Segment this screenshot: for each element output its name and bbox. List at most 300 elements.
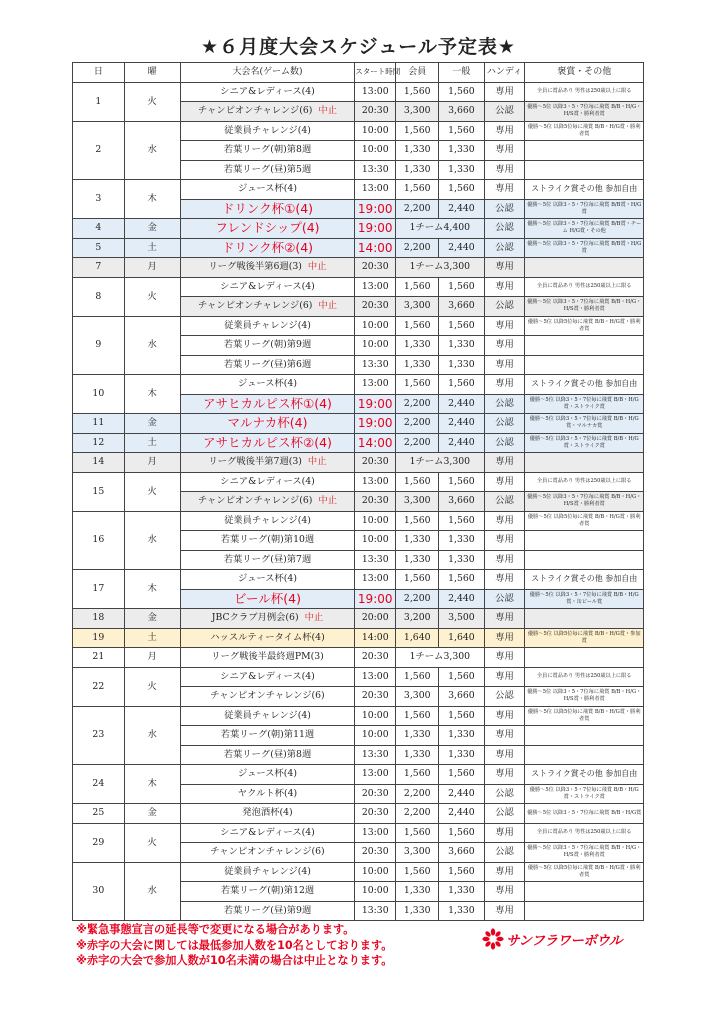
handicap: 専用 — [484, 258, 525, 278]
member-fee: 1,330 — [396, 160, 439, 180]
handicap: 公認 — [484, 687, 525, 707]
prize-memo: 全員に賞品あり 男性は250歳以上に限る — [525, 82, 644, 102]
start-time: 19:00 — [355, 199, 396, 219]
prize-memo — [525, 726, 644, 746]
tournament-name — [180, 706, 355, 726]
prize-memo: ストライク賞その他 参加自由 — [525, 765, 644, 785]
general-fee: 3,660 — [439, 102, 484, 122]
start-time: 20:30 — [355, 492, 396, 512]
weekday-cell: 土 — [124, 628, 180, 648]
start-time: 10:00 — [355, 531, 396, 551]
tournament-name-text: ビール杯(4) — [234, 590, 301, 606]
general-fee: 2,440 — [439, 414, 484, 434]
weekday-cell: 水 — [124, 706, 180, 765]
tournament-name — [180, 297, 355, 317]
tournament-name-text: 若葉リーグ(朝)第10週 — [220, 534, 315, 546]
start-time: 20:30 — [355, 102, 396, 122]
start-time: 19:00 — [355, 414, 396, 434]
day-cell: 2 — [73, 121, 125, 180]
table-row — [73, 277, 644, 297]
start-time: 20:30 — [355, 843, 396, 863]
weekday-cell: 水 — [124, 862, 180, 921]
weekday-cell: 月 — [124, 258, 180, 278]
tournament-name — [180, 765, 355, 785]
handicap: 公認 — [484, 199, 525, 219]
tournament-name-text: 従業員チャレンジ(4) — [224, 514, 311, 526]
general-fee: 2,440 — [439, 589, 484, 609]
general-fee: 1,560 — [439, 316, 484, 336]
tournament-name — [180, 531, 355, 551]
table-row — [73, 823, 644, 843]
day-cell: 12 — [73, 433, 125, 453]
weekday-cell: 月 — [124, 453, 180, 473]
handicap: 専用 — [484, 823, 525, 843]
member-fee: 1,330 — [396, 882, 439, 902]
table-row — [73, 667, 644, 687]
tournament-name-text: ドリンク杯①(4) — [221, 200, 314, 216]
tournament-name — [180, 238, 355, 258]
prize-memo: 優勝～5位 以降5位毎に飛賞 B/B・H/G賞・勝利者賞 — [525, 316, 644, 336]
prize-memo: 全員に賞品あり 男性は250歳以上に限る — [525, 667, 644, 687]
tournament-name-text: チャンピオンチャレンジ(6) — [197, 300, 313, 312]
weekday-cell: 金 — [124, 804, 180, 824]
general-fee: 1,560 — [439, 82, 484, 102]
tournament-name-text: アサヒカルピス杯①(4) — [203, 395, 332, 411]
start-time: 20:30 — [355, 453, 396, 473]
general-fee: 1,330 — [439, 745, 484, 765]
start-time: 13:00 — [355, 823, 396, 843]
prize-memo: 優勝～5位 以降3・5・7位毎に飛賞 B/B・H/G・H/S賞・勝利者賞 — [525, 687, 644, 707]
handicap: 専用 — [484, 882, 525, 902]
table-row — [73, 375, 644, 395]
tournament-name-text: 若葉リーグ(朝)第8週 — [223, 144, 312, 156]
prize-memo: 優勝～5位 以降3・5・7位毎に飛賞 B/B・H/G・H/S賞・勝利者賞 — [525, 102, 644, 122]
tournament-name — [180, 277, 355, 297]
general-fee: 1,560 — [439, 823, 484, 843]
header-member-fee: 会員 — [396, 63, 439, 83]
general-fee: 3,660 — [439, 297, 484, 317]
prize-memo: 全員に賞品あり 男性は250歳以上に限る — [525, 823, 644, 843]
general-fee: 3,660 — [439, 843, 484, 863]
tournament-name — [180, 687, 355, 707]
handicap: 専用 — [484, 453, 525, 473]
prize-memo — [525, 609, 644, 629]
tournament-name — [180, 843, 355, 863]
handicap: 専用 — [484, 706, 525, 726]
tournament-name-text: マルナカ杯(4) — [227, 415, 308, 431]
start-time: 13:30 — [355, 160, 396, 180]
member-fee: 1,330 — [396, 745, 439, 765]
day-cell: 7 — [73, 258, 125, 278]
flower-icon — [482, 928, 504, 950]
tournament-name-text: チャンピオンチャレンジ(6) — [197, 495, 313, 507]
day-cell: 11 — [73, 414, 125, 434]
handicap: 公認 — [484, 238, 525, 258]
tournament-name-text: 若葉リーグ(昼)第9週 — [223, 904, 312, 916]
table-row — [73, 82, 644, 102]
start-time: 10:00 — [355, 882, 396, 902]
handicap: 公認 — [484, 394, 525, 414]
tournament-name — [180, 160, 355, 180]
weekday-cell: 金 — [124, 414, 180, 434]
general-fee: 1,560 — [439, 472, 484, 492]
prize-memo — [525, 141, 644, 161]
table-row — [73, 765, 644, 785]
handicap: 公認 — [484, 433, 525, 453]
start-time: 13:00 — [355, 180, 396, 200]
prize-memo: 優勝～5位 以降3・5・7位毎に飛賞 B/B・H/G賞・缶ビール賞 — [525, 589, 644, 609]
start-time: 20:30 — [355, 687, 396, 707]
tournament-name — [180, 414, 355, 434]
tournament-name — [180, 745, 355, 765]
tournament-name-text: 若葉リーグ(朝)第9週 — [223, 339, 312, 351]
header-prizes: 褒賞・その他 — [525, 63, 644, 83]
weekday-cell: 火 — [124, 277, 180, 316]
notes — [76, 922, 496, 969]
prize-memo — [525, 550, 644, 570]
member-fee: 3,300 — [396, 492, 439, 512]
tournament-name-text: リーグ戦後半最終週PM(3) — [211, 651, 324, 663]
day-cell: 22 — [73, 667, 125, 706]
prize-memo: ストライク賞その他 参加自由 — [525, 180, 644, 200]
tournament-name — [180, 784, 355, 804]
general-fee: 1,330 — [439, 355, 484, 375]
prize-memo: 優勝～5位 以降5位毎に飛賞 B/B・H/G賞・勝利者賞 — [525, 121, 644, 141]
general-fee: 3,660 — [439, 492, 484, 512]
general-fee: 2,440 — [439, 394, 484, 414]
day-cell: 14 — [73, 453, 125, 473]
start-time: 13:00 — [355, 82, 396, 102]
member-fee: 1,330 — [396, 336, 439, 356]
handicap: 公認 — [484, 784, 525, 804]
weekday-cell: 土 — [124, 433, 180, 453]
tournament-name-text: シニア&レディース(4) — [220, 475, 315, 487]
cancelled-label: 中止 — [318, 105, 337, 117]
table-row — [73, 648, 644, 668]
general-fee: 1,560 — [439, 570, 484, 590]
tournament-name — [180, 433, 355, 453]
handicap: 公認 — [484, 102, 525, 122]
prize-memo: 優勝～5位 以降5位毎に飛賞 B/B・H/G賞・勝利者賞 — [525, 862, 644, 882]
handicap: 専用 — [484, 355, 525, 375]
tournament-name-text: フレンドシップ(4) — [215, 220, 320, 236]
tournament-name-text: リーグ戦後半第6週(3) — [208, 261, 302, 273]
prize-memo: 優勝～5位 以降3・5・7位毎に飛賞 B/B・H/G・H/S賞・勝利者賞 — [525, 843, 644, 863]
weekday-cell: 木 — [124, 180, 180, 219]
member-fee: 1,560 — [396, 472, 439, 492]
handicap: 専用 — [484, 472, 525, 492]
tournament-name — [180, 199, 355, 219]
prize-memo: 優勝～5位 以降3・5・7位毎に飛賞 B/B・H/G賞・ストライク賞 — [525, 433, 644, 453]
handicap: 専用 — [484, 511, 525, 531]
tournament-name — [180, 589, 355, 609]
member-fee: 1,330 — [396, 726, 439, 746]
prize-memo — [525, 336, 644, 356]
tournament-name-text: ジュース杯(4) — [237, 378, 297, 390]
weekday-cell: 木 — [124, 765, 180, 804]
general-fee: 1,330 — [439, 882, 484, 902]
prize-memo: 優勝～5位 以降3・5・7位毎に飛賞 B/B・H/G賞・ストライク賞 — [525, 784, 644, 804]
tournament-name — [180, 258, 355, 278]
general-fee: 1,330 — [439, 550, 484, 570]
brand-logo — [482, 928, 632, 950]
start-time: 13:00 — [355, 765, 396, 785]
day-cell: 16 — [73, 511, 125, 570]
handicap: 専用 — [484, 765, 525, 785]
handicap: 専用 — [484, 160, 525, 180]
note-line: ※緊急事態宣言の延長等で変更になる場合があります。 — [76, 923, 355, 936]
general-fee: 1,330 — [439, 160, 484, 180]
handicap: 専用 — [484, 141, 525, 161]
prize-memo — [525, 745, 644, 765]
prize-memo: 優勝～5位 以降3・5・7位毎に飛賞 B/B・H/G・H/S賞・勝利者賞 — [525, 297, 644, 317]
prize-memo: 優勝～5位 以降3・5・7位毎に飛賞 B/B賞・H/G賞 — [525, 238, 644, 258]
start-time: 20:30 — [355, 784, 396, 804]
general-fee: 1,330 — [439, 336, 484, 356]
tournament-name-text: 若葉リーグ(昼)第7週 — [223, 553, 312, 565]
tournament-name — [180, 667, 355, 687]
cancelled-label: 中止 — [304, 612, 324, 624]
prize-memo: 優勝～5位 以降5位毎に飛賞 B/B・H/G賞・参加賞 — [525, 628, 644, 648]
tournament-name — [180, 648, 355, 668]
start-time: 13:00 — [355, 570, 396, 590]
prize-memo: 優勝～5位 以降5位毎に飛賞 B/B・H/G賞・勝利者賞 — [525, 706, 644, 726]
tournament-name-text: ジュース杯(4) — [237, 573, 297, 585]
day-cell: 19 — [73, 628, 125, 648]
handicap: 公認 — [484, 297, 525, 317]
member-fee: 2,200 — [396, 433, 439, 453]
table-row — [73, 433, 644, 453]
tournament-name — [180, 336, 355, 356]
weekday-cell: 火 — [124, 82, 180, 121]
member-fee: 2,200 — [396, 238, 439, 258]
cancelled-label: 中止 — [318, 495, 337, 507]
handicap: 専用 — [484, 550, 525, 570]
tournament-name-text: シニア&レディース(4) — [220, 670, 315, 682]
general-fee: 1,330 — [439, 901, 484, 921]
weekday-cell: 木 — [124, 375, 180, 414]
member-fee: 3,300 — [396, 102, 439, 122]
prize-memo: 優勝～5位 以降3・5・7位毎に飛賞 B/B・H/G賞 — [525, 804, 644, 824]
day-cell: 21 — [73, 648, 125, 668]
start-time: 10:00 — [355, 511, 396, 531]
start-time: 13:00 — [355, 472, 396, 492]
member-fee: 2,200 — [396, 804, 439, 824]
prize-memo: 優勝～5位 以降3・5・7位毎に飛賞 B/B・H/G・H/S賞・勝利者賞 — [525, 492, 644, 512]
day-cell: 1 — [73, 82, 125, 121]
tournament-name-text: シニア&レディース(4) — [220, 280, 315, 292]
general-fee: 1,560 — [439, 121, 484, 141]
start-time: 10:00 — [355, 121, 396, 141]
tournament-name-text: 若葉リーグ(朝)第11週 — [220, 729, 315, 741]
tournament-name — [180, 82, 355, 102]
day-cell: 30 — [73, 862, 125, 921]
handicap: 専用 — [484, 609, 525, 629]
start-time: 13:30 — [355, 745, 396, 765]
member-fee: 2,200 — [396, 589, 439, 609]
general-fee: 1,560 — [439, 375, 484, 395]
start-time: 10:00 — [355, 336, 396, 356]
member-fee: 1,560 — [396, 570, 439, 590]
weekday-cell: 金 — [124, 609, 180, 629]
prize-memo — [525, 453, 644, 473]
start-time: 13:00 — [355, 375, 396, 395]
team-fee: 1チーム3,300 — [396, 453, 484, 473]
start-time: 13:30 — [355, 550, 396, 570]
day-cell: 24 — [73, 765, 125, 804]
prize-memo: 全員に賞品あり 男性は250歳以上に限る — [525, 472, 644, 492]
day-cell: 10 — [73, 375, 125, 414]
member-fee: 1,330 — [396, 550, 439, 570]
table-row — [73, 453, 644, 473]
tournament-name-text: 従業員チャレンジ(4) — [224, 709, 311, 721]
tournament-name — [180, 102, 355, 122]
member-fee: 1,560 — [396, 765, 439, 785]
member-fee: 1,330 — [396, 901, 439, 921]
general-fee: 2,440 — [439, 784, 484, 804]
tournament-name — [180, 882, 355, 902]
handicap: 専用 — [484, 82, 525, 102]
tournament-name-text: リーグ戦後半第7週(3) — [208, 456, 302, 468]
general-fee: 1,330 — [439, 726, 484, 746]
member-fee: 2,200 — [396, 414, 439, 434]
tournament-name — [180, 609, 355, 629]
general-fee: 1,560 — [439, 862, 484, 882]
header-start-time: スタート時間 — [355, 63, 396, 83]
tournament-name-text: チャンピオンチャレンジ(6) — [210, 690, 325, 702]
table-row — [73, 414, 644, 434]
general-fee: 2,440 — [439, 238, 484, 258]
member-fee: 1,560 — [396, 316, 439, 336]
prize-memo: ストライク賞その他 参加自由 — [525, 375, 644, 395]
general-fee: 2,440 — [439, 433, 484, 453]
general-fee: 1,560 — [439, 277, 484, 297]
general-fee: 1,330 — [439, 531, 484, 551]
general-fee: 1,560 — [439, 180, 484, 200]
general-fee: 1,560 — [439, 765, 484, 785]
handicap: 専用 — [484, 901, 525, 921]
table-row — [73, 121, 644, 141]
start-time: 14:00 — [355, 433, 396, 453]
header-tournament: 大会名(ゲーム数) — [180, 63, 355, 83]
handicap: 専用 — [484, 570, 525, 590]
day-cell: 3 — [73, 180, 125, 219]
general-fee: 2,440 — [439, 804, 484, 824]
start-time: 13:00 — [355, 277, 396, 297]
handicap: 公認 — [484, 589, 525, 609]
tournament-name-text: チャンピオンチャレンジ(6) — [210, 846, 325, 858]
tournament-name-text: シニア&レディース(4) — [220, 826, 315, 838]
member-fee: 2,200 — [396, 394, 439, 414]
prize-memo: 優勝～5位 以降3・5・7位毎に飛賞 B/B・H/G賞・マルナカ賞 — [525, 414, 644, 434]
weekday-cell: 土 — [124, 238, 180, 258]
member-fee: 1,560 — [396, 375, 439, 395]
page-title: ★６月度大会スケジュール予定表★ — [201, 36, 516, 58]
tournament-name — [180, 901, 355, 921]
header-weekday: 曜 — [124, 63, 180, 83]
day-cell: 29 — [73, 823, 125, 862]
member-fee: 3,200 — [396, 609, 439, 629]
header-general-fee: 一般 — [439, 63, 484, 83]
general-fee: 2,440 — [439, 199, 484, 219]
tournament-name — [180, 492, 355, 512]
weekday-cell: 火 — [124, 667, 180, 706]
day-cell: 4 — [73, 219, 125, 239]
tournament-name — [180, 219, 355, 239]
table-header-row — [73, 63, 644, 83]
start-time: 20:30 — [355, 648, 396, 668]
tournament-name-text: 若葉リーグ(昼)第5週 — [223, 163, 312, 175]
weekday-cell: 木 — [124, 570, 180, 609]
general-fee: 3,660 — [439, 687, 484, 707]
logo-text: サンフラワーボウル — [506, 933, 622, 949]
weekday-cell: 水 — [124, 316, 180, 375]
start-time: 14:00 — [355, 238, 396, 258]
handicap: 専用 — [484, 531, 525, 551]
start-time: 13:30 — [355, 901, 396, 921]
general-fee: 3,500 — [439, 609, 484, 629]
cancelled-label: 中止 — [307, 456, 327, 468]
tournament-name-text: 発泡酒杯(4) — [242, 807, 293, 819]
handicap: 専用 — [484, 648, 525, 668]
start-time: 10:00 — [355, 141, 396, 161]
tournament-name-text: 従業員チャレンジ(4) — [224, 865, 311, 877]
tournament-name — [180, 355, 355, 375]
prize-memo: 全員に賞品あり 男性は250歳以上に限る — [525, 277, 644, 297]
tournament-name-text: ドリンク杯②(4) — [221, 239, 314, 255]
start-time: 13:00 — [355, 667, 396, 687]
tournament-name-text: JBCクラブ月例会(6) — [211, 612, 299, 624]
prize-memo: 優勝～5位 以降3・5・7位毎に飛賞 B/B賞・H/G賞 — [525, 199, 644, 219]
general-fee: 1,640 — [439, 628, 484, 648]
table-row — [73, 609, 644, 629]
table-row — [73, 219, 644, 239]
prize-memo: 優勝～5位 以降5位毎に飛賞 B/B・H/G賞・勝利者賞 — [525, 511, 644, 531]
table-row — [73, 238, 644, 258]
table-row — [73, 706, 644, 726]
tournament-name — [180, 180, 355, 200]
tournament-name — [180, 472, 355, 492]
handicap: 公認 — [484, 843, 525, 863]
tournament-name — [180, 375, 355, 395]
handicap: 専用 — [484, 375, 525, 395]
start-time: 10:00 — [355, 706, 396, 726]
member-fee: 1,560 — [396, 82, 439, 102]
schedule-table — [72, 62, 644, 921]
handicap: 専用 — [484, 862, 525, 882]
tournament-name — [180, 121, 355, 141]
member-fee: 1,560 — [396, 511, 439, 531]
start-time: 20:30 — [355, 258, 396, 278]
member-fee: 1,560 — [396, 667, 439, 687]
tournament-name — [180, 550, 355, 570]
team-fee: 1チーム3,300 — [396, 258, 484, 278]
general-fee: 1,560 — [439, 706, 484, 726]
prize-memo — [525, 531, 644, 551]
tournament-name-text: 従業員チャレンジ(4) — [224, 319, 311, 331]
handicap: 専用 — [484, 726, 525, 746]
prize-memo — [525, 648, 644, 668]
tournament-name-text: アサヒカルピス杯②(4) — [203, 434, 332, 450]
tournament-name-text: 若葉リーグ(朝)第12週 — [220, 885, 315, 897]
general-fee: 1,560 — [439, 667, 484, 687]
tournament-name-text: ハッスルティータイム杯(4) — [210, 631, 325, 643]
start-time: 20:00 — [355, 609, 396, 629]
member-fee: 3,300 — [396, 297, 439, 317]
weekday-cell: 金 — [124, 219, 180, 239]
member-fee: 3,300 — [396, 687, 439, 707]
general-fee: 1,330 — [439, 141, 484, 161]
